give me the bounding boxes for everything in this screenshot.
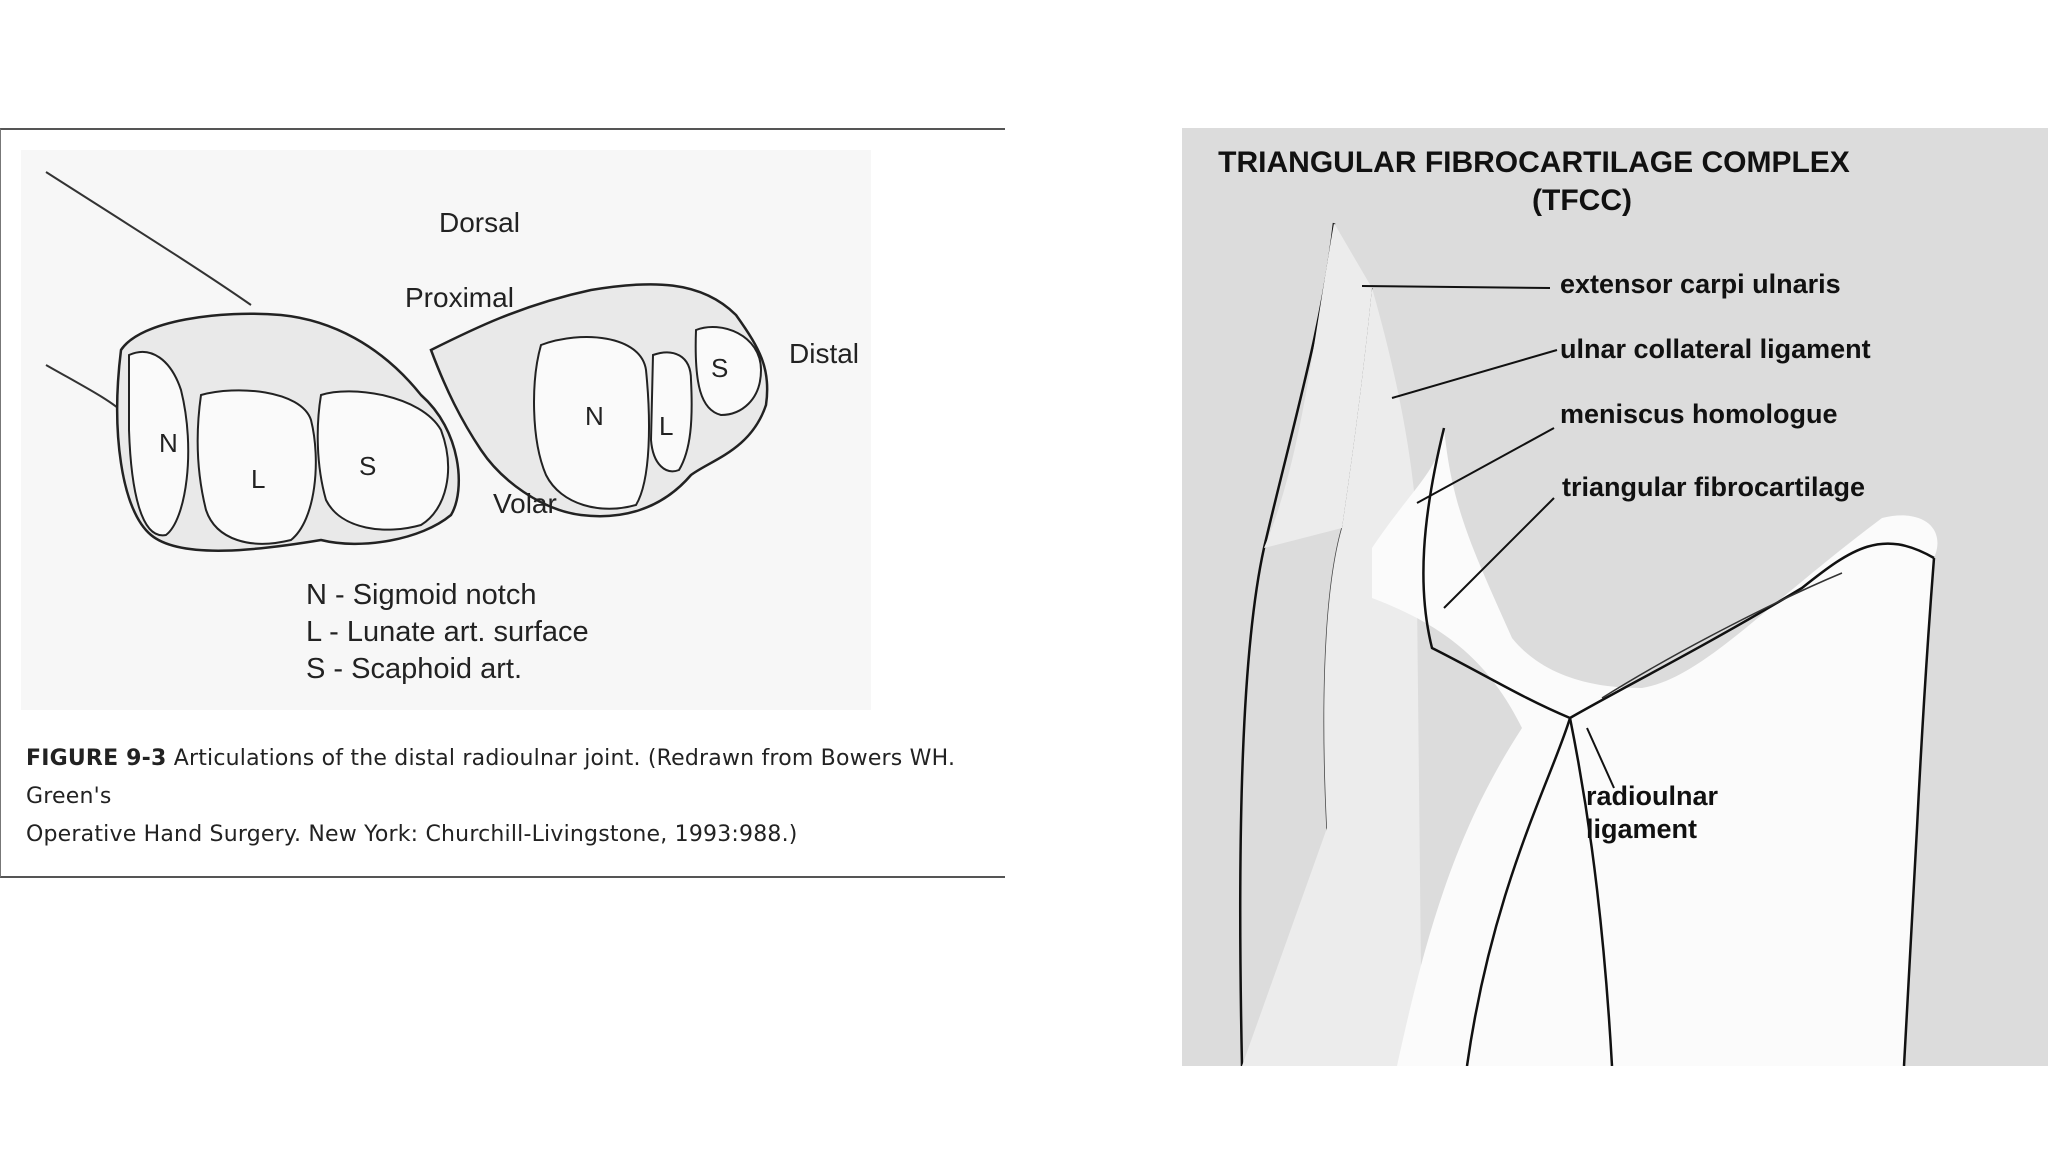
caption-line-1: Articulations of the distal radioulnar joint. (Redrawn from Bowers WH. Green's [26, 746, 956, 809]
legend-lunate: L - Lunate art. surface [306, 616, 589, 648]
label-triangular-fibrocartilage: triangular fibrocartilage [1562, 472, 1866, 502]
label-l-right: L [659, 411, 674, 441]
tfcc-panel [1182, 128, 2048, 1066]
tfcc-title-line-1: TRIANGULAR FIBROCARTILAGE COMPLEX [1218, 146, 1850, 179]
label-volar: Volar [493, 488, 557, 519]
label-ligament: ligament [1586, 814, 1698, 844]
label-n-left: N [159, 428, 178, 458]
label-dorsal: Dorsal [439, 207, 520, 238]
tfcc-drawing [1182, 128, 2048, 1066]
leader-ecu [1362, 286, 1550, 288]
tfcc-title-line-2: (TFCC) [1532, 184, 1632, 217]
label-l-left: L [251, 464, 266, 494]
label-ulnar-collateral-ligament: ulnar collateral ligament [1560, 334, 1871, 364]
label-n-right: N [585, 401, 604, 431]
caption-figure-label: FIGURE 9-3 [26, 746, 167, 771]
label-meniscus-homologue: meniscus homologue [1560, 399, 1838, 429]
label-proximal: Proximal [405, 282, 514, 313]
legend-scaphoid: S - Scaphoid art. [306, 653, 522, 685]
label-s-left: S [359, 451, 377, 481]
label-distal: Distal [789, 338, 860, 369]
radius-white-field [1372, 428, 1937, 1066]
figure-9-3-panel [0, 128, 1005, 878]
caption-line-2: Operative Hand Surgery. New York: Churchill-Livingstone, 1993:988.) [26, 822, 798, 847]
figure-caption [26, 740, 986, 854]
label-extensor-carpi-ulnaris: extensor carpi ulnaris [1560, 269, 1841, 299]
legend-sigmoid-notch: N - Sigmoid notch [306, 579, 537, 611]
leader-ucl [1392, 350, 1557, 398]
label-radioulnar: radioulnar [1586, 781, 1719, 811]
label-s-right: S [711, 353, 729, 383]
